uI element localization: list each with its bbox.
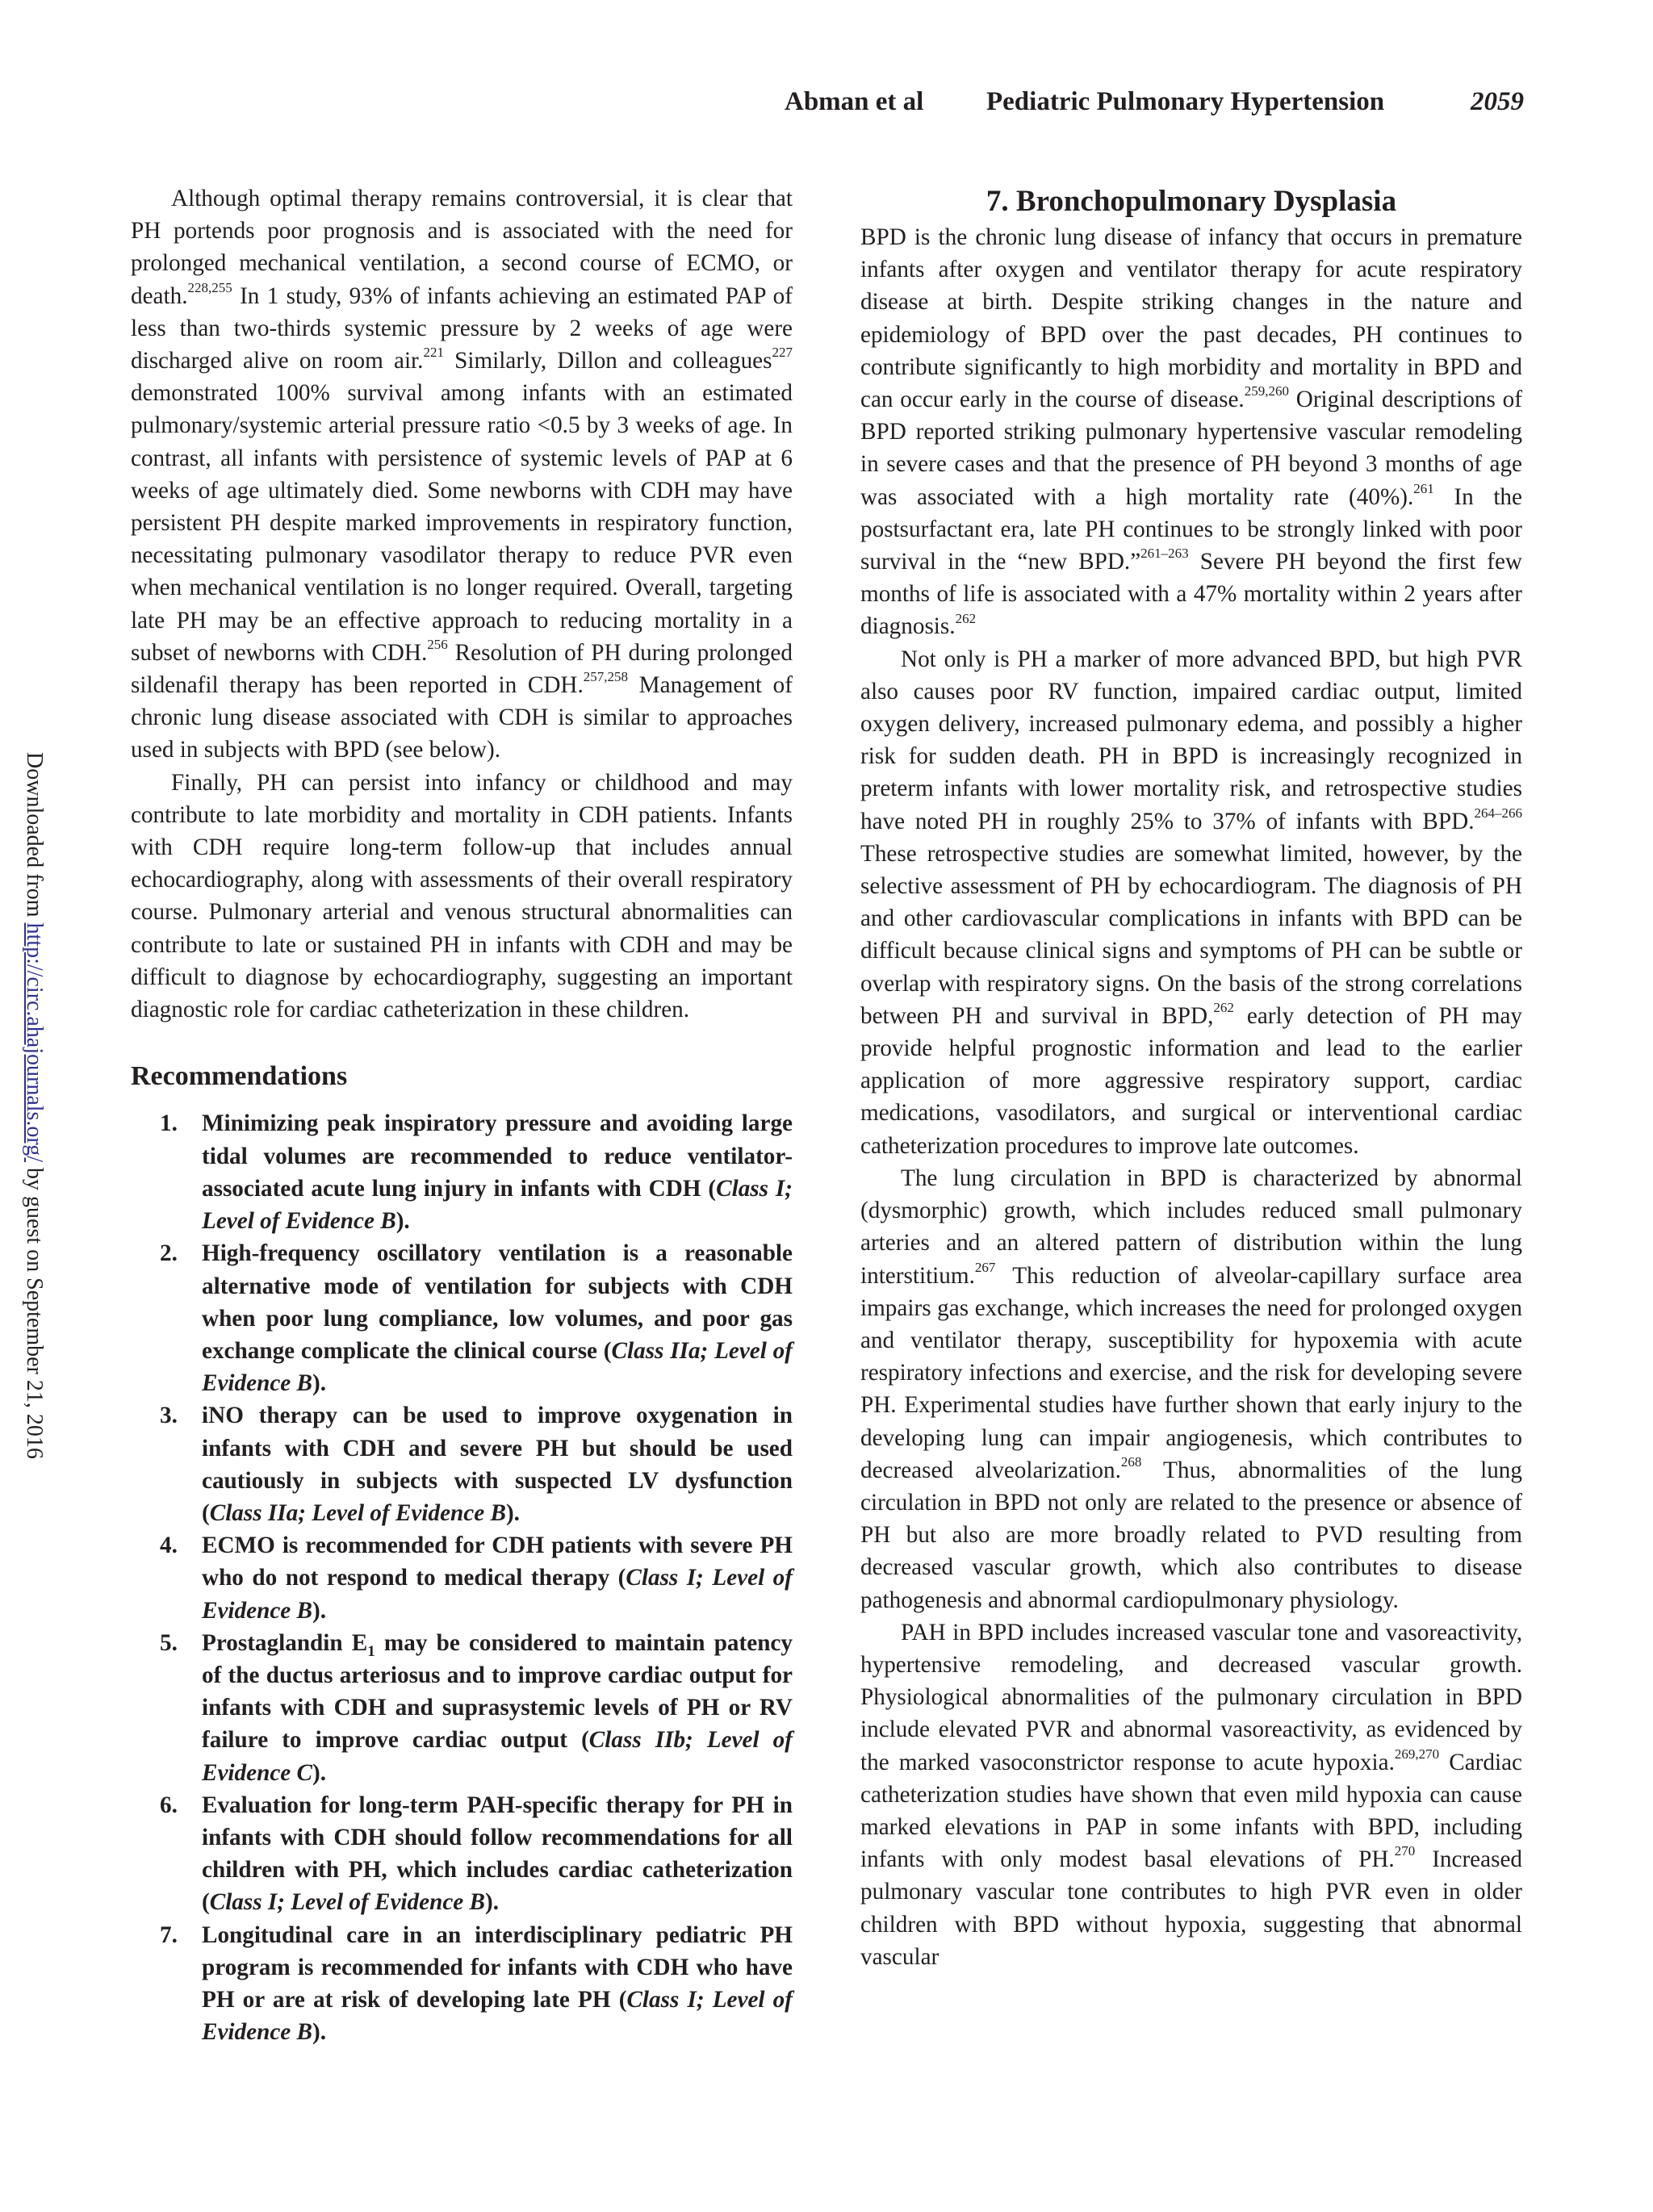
citation: 269,270 bbox=[1394, 1746, 1440, 1762]
citation: 262 bbox=[1213, 1000, 1234, 1016]
right-column bbox=[860, 184, 1522, 1973]
recommendation-item: 7. Longitudinal care in an interdisciplinary pediatric PH program is recommended for infants with CDH who have PH or are at risk of developing late PH (Class I; Level of Evidence B). bbox=[160, 1921, 793, 2046]
citation: 270 bbox=[1394, 1843, 1416, 1859]
paragraph: Not only is PH a marker of more advanced BPD, but high PVR also causes poor RV function, impaired cardiac output, limited oxygen delivery, increased pulmonary edema, and possibly a higher risk for sudden death. PH in BPD is increasingly recognized in preterm infants with lower mortality risk, and retrospective studies have noted PH in roughly 25% to 37% of infants with BPD.$^{264-266}$ These retrospective studies are somewhat limited, however, by the selective assessment of PH by echocardiogram. The diagnosis of PH and other cardiovascular complications in infants with BPD can be difficult because clinical signs and symptoms of PH can be subtle or overlap with respiratory signs. On the basis of the strong correlations between PH and survival in BPD,$^{262}$ early detection of PH may provide helpful prognostic information and lead to the earlier application of more aggressive respiratory support, cardiac medications, vasodilators, and surgical or interventional cardiac catheterization procedures to improve late outcomes. bbox=[860, 646, 1522, 1159]
download-notice bbox=[21, 752, 47, 1459]
download-prefix: Downloaded from bbox=[22, 752, 47, 923]
citation: 228,255 bbox=[187, 279, 232, 295]
citation: 264–266 bbox=[1474, 805, 1522, 821]
recommendations-heading: Recommendations bbox=[131, 1061, 348, 1092]
recommendation-item: 6. Evaluation for long-term PAH-specific therapy for PH in infants with CDH should follow recommendations for all children with PH, which includes cardiac catheterization (Class I; Level of Evidence B). bbox=[160, 1792, 793, 1916]
recommendation-item: 3. iNO therapy can be used to improve oxygenation in infants with CDH and severe PH but should be used cautiously in subjects with suspected LV dysfunction (Class IIa; Level of Evidence B). bbox=[160, 1403, 793, 1526]
recommendation-item: 2. High-frequency oscillatory ventilation is a reasonable alternative mode of ventilation for subjects with CDH when poor lung compliance, low volumes, and poor gas exchange complicate the clinical course (Class IIa; Level of Evidence B). bbox=[160, 1240, 793, 1397]
running-header bbox=[129, 87, 1524, 128]
paragraph: BPD is the chronic lung disease of infancy that occurs in premature infants after oxygen and ventilator therapy for acute respiratory disease at birth. Despite striking changes in the nature and epidemiology of BPD over the past decades, PH continues to contribute significantly to high morbidity and mortality in BPD and can occur early in the course of disease.$^{259,260}$ Original descriptions of BPD reported striking pulmonary hypertensive vascular remodeling in severe cases and that the presence of PH beyond 3 months of age was associated with a high mortality rate (40%).$^{261}$ In the postsurfactant era, late PH continues to be strongly linked with poor survival in the “new BPD.”$^{261-263}$ Severe PH beyond the first few months of life is associated with a 47% mortality within 2 years after diagnosis.$^{262}$ bbox=[860, 224, 1522, 640]
recommendations-list bbox=[131, 1107, 793, 2048]
header-running-title: Pediatric Pulmonary Hypertension bbox=[986, 87, 1385, 116]
journal-link[interactable]: http://circ.ahajournals.org/ bbox=[22, 922, 47, 1163]
download-suffix: by guest on September 21, 2016 bbox=[22, 1162, 47, 1459]
citation: 261–263 bbox=[1140, 546, 1189, 562]
citation: 261 bbox=[1413, 480, 1434, 496]
citation: 221 bbox=[423, 345, 444, 361]
paragraph: The lung circulation in BPD is characterized by abnormal (dysmorphic) growth, which includes reduced small pulmonary arteries and an altered pattern of distribution within the lung interstitium.$^{267}$ This reduction of alveolar-capillary surface area impairs gas exchange, which increases the need for prolonged oxygen and ventilator therapy, susceptibility for hypoxemia with acute respiratory infections and exercise, and the risk for developing severe PH. Experimental studies have further shown that early injury to the developing lung can impair angiogenesis, which contributes to decreased alveolarization.$^{268}$ Thus, abnormalities of the lung circulation in BPD not only are related to the presence or absence of PH but also are more broadly related to PVD resulting from decreased vascular growth, which also contributes to disease pathogenesis and abnormal cardiopulmonary physiology. bbox=[860, 1165, 1522, 1613]
citation: 256 bbox=[427, 637, 448, 653]
recommendation-item: 5. Prostaglandin $E_1$ may be considered to maintain patency of the ductus arteriosus and to improve cardiac output for infants with CDH and suprasystemic levels of PH or RV failure to improve cardiac output (Class IIb; Level of Evidence C). bbox=[160, 1629, 793, 1786]
section-title: 7. Bronchopulmonary Dysplasia bbox=[986, 185, 1397, 218]
paragraph: PAH in BPD includes increased vascular tone and vasoreactivity, hypertensive remodeling, and decreased vascular growth. Physiological abnormalities of the pulmonary circulation in BPD include elevated PVR and abnormal vasoreactivity, as evidenced by the marked vasoconstrictor response to acute hypoxia.$^{269,270}$ Cardiac catheterization studies have shown that even mild hypoxia can cause marked elevations in PAP in some infants with BPD, including infants with only modest basal elevations of PH.$^{270}$ Increased pulmonary vascular tone contributes to high PVR even in older children with BPD without hypoxia, suggesting that abnormal vascular bbox=[860, 1619, 1522, 1970]
left-column bbox=[131, 182, 793, 2048]
citation: 227 bbox=[772, 345, 793, 361]
paragraph: Finally, PH can persist into infancy or childhood and may contribute to late morbidity and mortality in CDH patients. Infants with CDH require long-term follow-up that includes annual echocardiography, along with assessments of their overall respiratory course. Pulmonary arterial and venous structural abnormalities can contribute to late or sustained PH in infants with CDH and may be difficult to diagnose by echocardiography, suggesting an important diagnostic role for cardiac catheterization in these children. bbox=[131, 769, 793, 1023]
citation: 259,260 bbox=[1244, 383, 1289, 399]
recommendation-item: 1. Minimizing peak inspiratory pressure and avoiding large tidal volumes are recommended to reduce ventilator-associated acute lung injury in infants with CDH (Class I; Level of Evidence B). bbox=[160, 1110, 793, 1235]
page-number: 2059 bbox=[1471, 87, 1524, 116]
citation: 257,258 bbox=[583, 669, 629, 685]
download-sidebar bbox=[0, 0, 89, 2212]
paragraph: Although optimal therapy remains controversial, it is clear that PH portends poor prognosis and is associated with the need for prolonged mechanical ventilation, a second course of ECMO, or death.$^{228,255}$ In 1 study, 93% of infants achieving an estimated PAP of less than two-thirds systemic pressure by 2 weeks of age were discharged alive on room air.$^{221}$ Similarly, Dillon and colleagues$^{227}$ demonstrated 100% survival among infants with an estimated pulmonary/systemic arterial pressure ratio <0.5 by 3 weeks of age. In contrast, all infants with persistence of systemic levels of PAP at 6 weeks of age ultimately died. Some newborns with CDH may have persistent PH despite marked improvements in respiratory function, necessitating pulmonary vasodilator therapy to reduce PVR even when mechanical ventilation is no longer required. Overall, targeting late PH may be an effective approach to reducing mortality in a subset of newborns with CDH.$^{256}$ Resolution of PH during prolonged sildenafil therapy has been reported in CDH.$^{257,258}$ Management of chronic lung disease associated with CDH is similar to approaches used in subjects with BPD (see below). bbox=[131, 186, 793, 763]
citation: 268 bbox=[1120, 1453, 1142, 1470]
citation: 262 bbox=[955, 610, 977, 626]
header-authors: Abman et al bbox=[785, 87, 924, 116]
citation: 267 bbox=[974, 1259, 996, 1275]
recommendation-item: 4. ECMO is recommended for CDH patients with severe PH who do not respond to medical therapy (Class I; Level of Evidence B). bbox=[160, 1533, 793, 1624]
